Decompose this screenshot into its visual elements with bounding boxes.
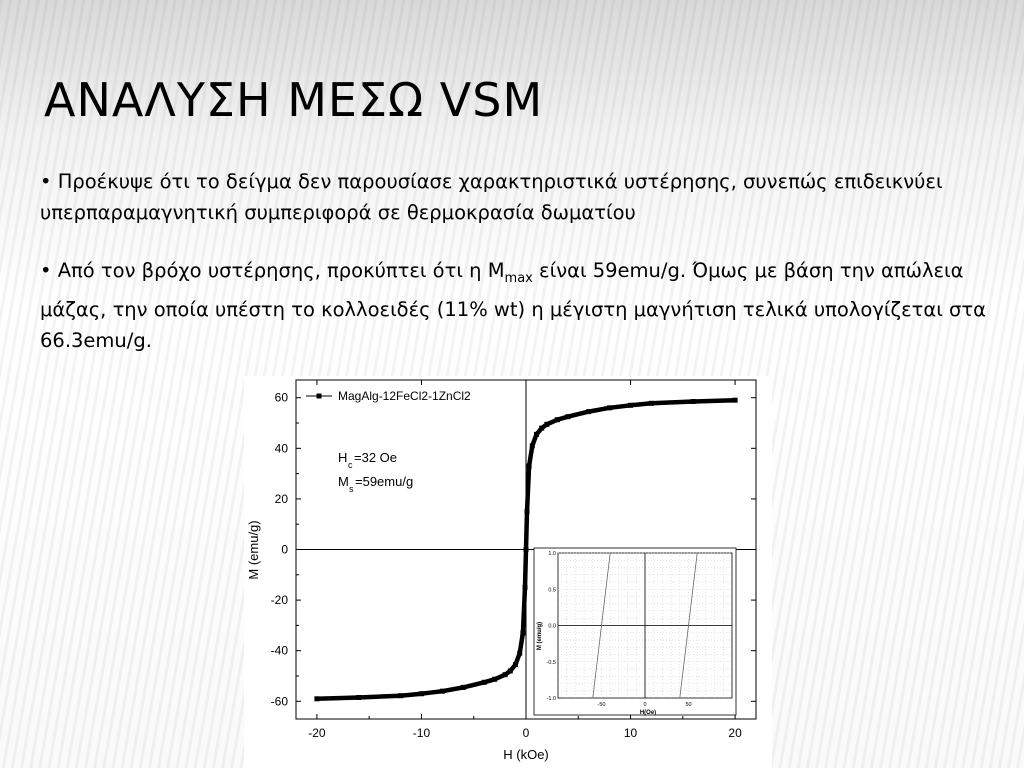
inset-y-tick-label: 0.0 <box>548 623 556 630</box>
y-tick-label: -20 <box>270 593 288 608</box>
main-y-label: M (emu/g) <box>246 520 261 580</box>
inset-x-tick-label: 50 <box>685 702 692 708</box>
bullet-list <box>40 166 1010 383</box>
data-point <box>525 509 530 514</box>
hc-annotation-symbol: H <box>338 450 348 465</box>
data-point <box>419 691 424 696</box>
data-point <box>503 672 508 677</box>
x-tick-label: -10 <box>412 726 431 740</box>
y-tick-label: 0 <box>281 542 288 557</box>
hc-annotation-subscript: c <box>348 460 353 470</box>
data-point <box>513 662 518 667</box>
legend-label: MagAlg-12FeCl2-1ZnCl2 <box>338 389 471 403</box>
bullet-2 <box>40 255 1010 356</box>
inset-y-tick-label: -1.0 <box>546 696 556 702</box>
x-tick-label: -20 <box>308 726 326 740</box>
data-point <box>534 432 539 437</box>
slide-title: ΑΝΑΛΥΣΗ ΜΕΣΩ VSM <box>44 73 544 127</box>
data-point <box>539 426 544 431</box>
data-point <box>530 443 535 448</box>
data-point <box>517 651 522 656</box>
vsm-hysteresis-chart <box>244 376 772 768</box>
ms-annotation-subscript: s <box>349 484 354 494</box>
data-point <box>628 403 633 408</box>
data-point <box>691 399 696 404</box>
data-point <box>649 401 654 406</box>
data-point <box>482 680 487 685</box>
data-point <box>520 631 525 636</box>
ms-annotation-symbol: M <box>338 474 349 489</box>
hc-annotation-value: =32 Oe <box>354 450 398 465</box>
data-point <box>356 695 361 700</box>
y-tick-label: -60 <box>270 694 288 709</box>
x-tick-label: 10 <box>623 726 638 740</box>
x-tick-label: 0 <box>522 726 530 740</box>
bullet-2-text-start: • Από τον βρόχο υστέρησης, προκύπτει ότι η Μ <box>40 259 505 282</box>
inset-y-tick-label: 1.0 <box>548 551 556 557</box>
data-point <box>607 405 612 410</box>
data-point <box>524 547 529 552</box>
data-point <box>461 685 466 690</box>
y-tick-label: 40 <box>274 441 288 456</box>
bullet-2-text-end: είναι 59emu/g. Όμως με βάση την απώλεια μάζας, την οποία υπέστη το κολλοειδές (11% wt) η μέγιστη μαγνήτιση τελικά υπολογίζεται στα 66.3emu/g. <box>40 259 986 352</box>
x-tick-label: 20 <box>728 726 742 740</box>
data-point <box>398 693 403 698</box>
inset-grid <box>558 553 732 698</box>
data-point <box>565 414 570 419</box>
inset-y-tick-label: -0.5 <box>546 659 556 666</box>
inset-y-label: M (emu/g) <box>537 621 543 651</box>
data-point <box>440 689 445 694</box>
y-tick-label: 20 <box>274 491 288 506</box>
inset-x-label: H(Oe) <box>639 710 657 716</box>
y-tick-label: -40 <box>270 643 288 658</box>
data-point <box>733 398 738 403</box>
data-point <box>527 464 532 469</box>
bullet-2-subscript: max <box>504 270 533 286</box>
data-point <box>555 417 560 422</box>
vsm-chart <box>244 376 772 768</box>
inset-x-tick-label: 0 <box>643 702 647 708</box>
inset-x-tick-label: -50 <box>597 702 606 708</box>
bullet-1: • Προέκυψε ότι το δείγμα δεν παρουσίασε χαρακτηριστικά υστέρησης, συνεπώς επιδεικνύει υπερπαραμαγνητική συμπεριφορά σε θερμοκρασία δωματίου <box>40 170 943 224</box>
y-tick-label: 60 <box>274 390 288 405</box>
data-point <box>544 422 549 427</box>
data-point <box>523 585 528 590</box>
data-point <box>586 409 591 414</box>
data-point <box>314 696 319 701</box>
ms-annotation-value: =59emu/g <box>355 474 414 489</box>
legend-marker <box>317 394 322 399</box>
data-point <box>508 668 513 673</box>
main-x-label: H (kOe) <box>503 747 549 762</box>
inset-y-tick-label: 0.5 <box>548 587 556 594</box>
data-point <box>492 677 497 682</box>
